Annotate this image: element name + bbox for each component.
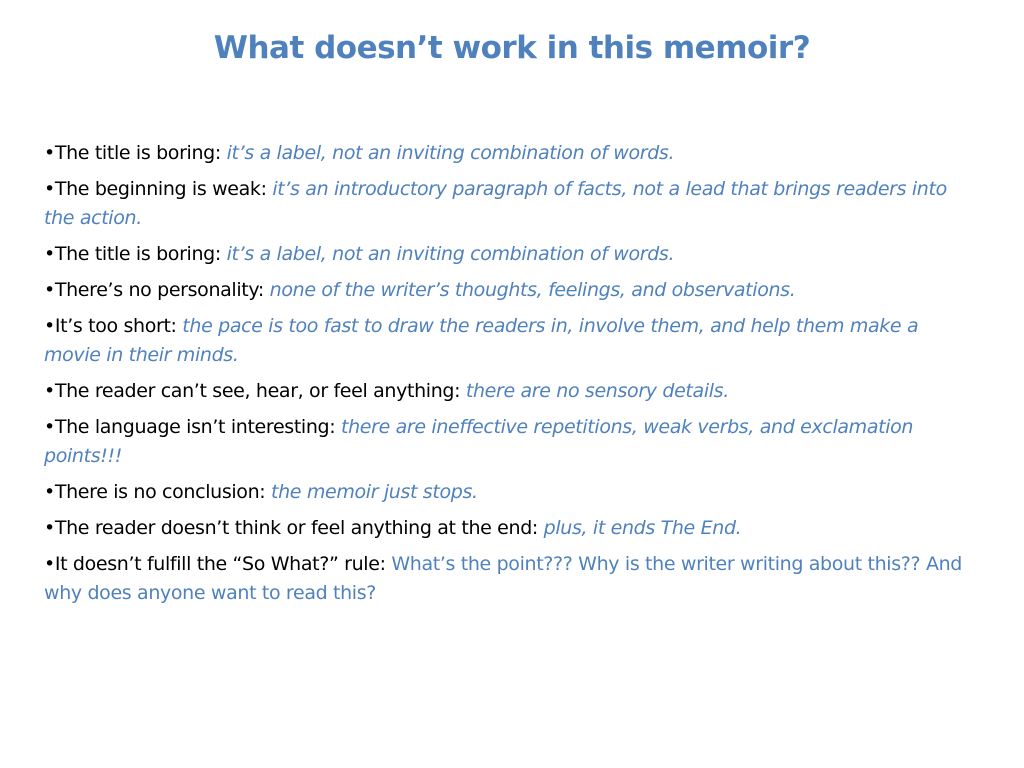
- bullet-marker: •: [44, 279, 55, 301]
- bullet-detail: plus, it ends The End.: [543, 517, 742, 539]
- bullet-marker: •: [44, 517, 55, 539]
- bullet-detail: it’s a label, not an inviting combination of words.: [226, 243, 675, 265]
- bullet-lead: It’s too short:: [54, 315, 183, 337]
- bullet-detail: it’s an introductory paragraph of facts, not a lead that brings readers into the action.: [44, 178, 947, 229]
- bullet-detail: it’s a label, not an inviting combination of words.: [226, 142, 675, 164]
- bullet-list: [44, 139, 979, 615]
- bullet-item: [44, 175, 979, 233]
- bullet-lead: The language isn’t interesting:: [54, 416, 341, 438]
- bullet-item: [44, 550, 979, 608]
- bullet-marker: •: [44, 142, 55, 164]
- bullet-detail: there are no sensory details.: [465, 380, 729, 402]
- bullet-detail: the pace is too fast to draw the readers in, involve them, and help them make a movie in their minds.: [44, 315, 919, 366]
- bullet-marker: •: [44, 178, 55, 200]
- bullet-lead: There is no conclusion:: [54, 481, 272, 503]
- bullet-lead: It doesn’t fulfill the “So What?” rule:: [54, 553, 392, 575]
- bullet-lead: The title is boring:: [54, 142, 227, 164]
- slide-title: What doesn’t work in this memoir?: [213, 30, 811, 66]
- bullet-item: [44, 413, 979, 471]
- bullet-marker: •: [44, 416, 55, 438]
- bullet-marker: •: [44, 380, 55, 402]
- bullet-marker: •: [44, 553, 55, 575]
- bullet-lead: The reader doesn’t think or feel anything at the end:: [54, 517, 544, 539]
- bullet-item: [44, 139, 979, 168]
- bullet-marker: •: [44, 315, 55, 337]
- bullet-marker: •: [44, 481, 55, 503]
- bullet-lead: The reader can’t see, hear, or feel anything:: [54, 380, 466, 402]
- bullet-lead: The title is boring:: [54, 243, 227, 265]
- bullet-item: [44, 514, 979, 543]
- bullet-lead: The beginning is weak:: [54, 178, 273, 200]
- bullet-detail: the memoir just stops.: [271, 481, 478, 503]
- bullet-detail: none of the writer’s thoughts, feelings, and observations.: [269, 279, 796, 301]
- bullet-detail: What’s the point??? Why is the writer writing about this?? And why does anyone want to read this?: [44, 553, 962, 604]
- bullet-item: [44, 478, 979, 507]
- bullet-item: [44, 312, 979, 370]
- bullet-item: [44, 276, 979, 305]
- bullet-detail: there are ineffective repetitions, weak verbs, and exclamation points!!!: [44, 416, 914, 467]
- bullet-item: [44, 240, 979, 269]
- bullet-lead: There’s no personality:: [54, 279, 270, 301]
- bullet-item: [44, 377, 979, 406]
- bullet-marker: •: [44, 243, 55, 265]
